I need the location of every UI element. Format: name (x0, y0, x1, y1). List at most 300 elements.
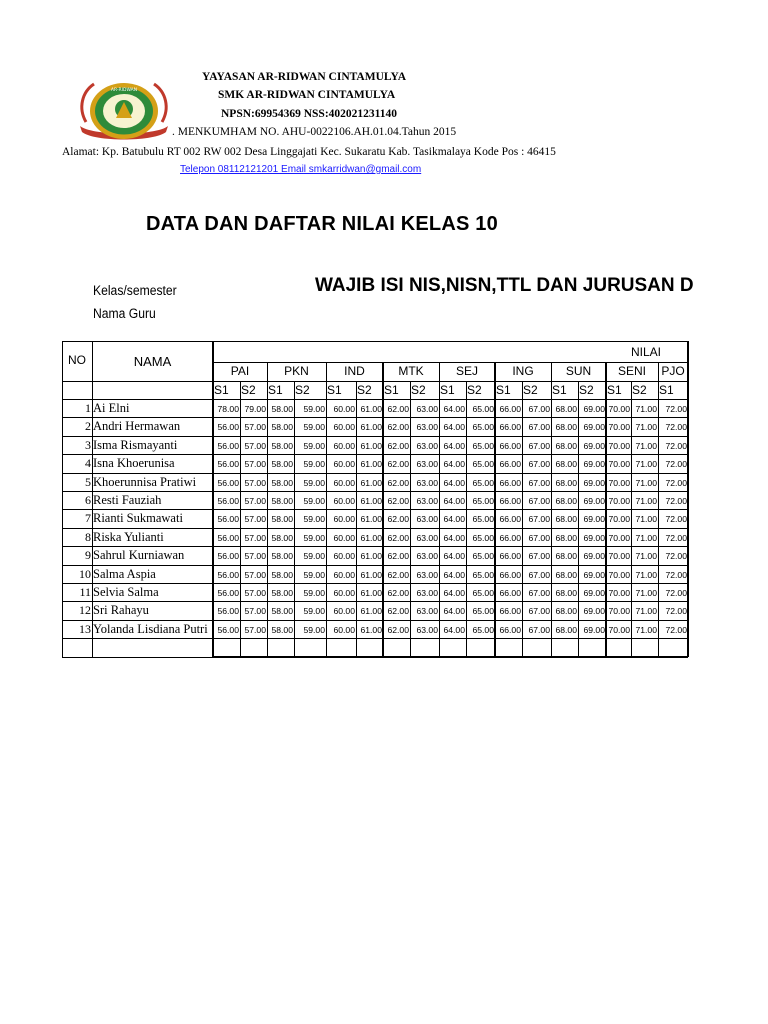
grade-cell: 57.00 (244, 551, 266, 562)
grade-cell: 57.00 (244, 440, 266, 451)
grade-cell: 61.00 (360, 588, 382, 598)
grade-cell: 70.00 (608, 551, 630, 562)
grade-cell: 67.00 (528, 606, 550, 617)
student-name: Salma Aspia (93, 566, 156, 581)
grade-cell: 69.00 (583, 551, 605, 562)
grade-cell: 59.00 (303, 422, 325, 433)
student-name: Yolanda Lisdiana Putri (93, 621, 208, 636)
row-number: 4 (85, 456, 91, 471)
student-name: Resti Fauziah (93, 493, 162, 507)
row-number: 3 (85, 437, 91, 452)
grade-cell: 69.00 (583, 588, 605, 598)
grade-cell: 67.00 (528, 404, 550, 414)
grade-cell: 67.00 (528, 551, 550, 562)
grade-cell: 62.00 (387, 422, 409, 433)
table-bottom-border (213, 656, 688, 658)
grade-cell: 62.00 (387, 496, 409, 506)
grade-cell: 71.00 (635, 440, 657, 451)
name-column-header: NAMA (133, 354, 172, 369)
grade-cell: 58.00 (271, 459, 293, 470)
grade-cell: 56.00 (217, 422, 239, 433)
grade-cell: 57.00 (244, 459, 266, 470)
semester-header: S1 (384, 383, 399, 397)
grade-cell: 57.00 (244, 588, 266, 598)
subject-header: SENI (617, 364, 646, 378)
grade-cell: 70.00 (608, 514, 630, 525)
grade-cell: 56.00 (217, 477, 239, 488)
grade-cell: 59.00 (303, 569, 325, 580)
column-line (326, 362, 327, 657)
grade-cell: 64.00 (443, 551, 465, 562)
grade-cell: 71.00 (635, 624, 657, 635)
grade-cell: 57.00 (244, 606, 266, 617)
semester-header: S1 (214, 383, 229, 397)
row-number: 12 (79, 603, 91, 618)
grade-cell: 61.00 (360, 440, 382, 451)
grade-cell: 65.00 (472, 496, 494, 506)
grade-cell: 67.00 (528, 496, 550, 506)
grade-cell: 78.00 (217, 404, 239, 414)
column-line (267, 362, 268, 657)
grade-cell: 59.00 (303, 551, 325, 562)
grade-cell: 69.00 (583, 422, 605, 433)
grade-cell: 65.00 (472, 588, 494, 598)
row-line (62, 601, 688, 602)
grade-cell: 58.00 (271, 588, 293, 598)
column-line (522, 381, 523, 657)
semester-header: S2 (523, 383, 538, 397)
column-line (212, 341, 214, 657)
grade-cell: 61.00 (360, 551, 382, 562)
table-top-border (62, 341, 213, 342)
grade-cell: 56.00 (217, 588, 239, 598)
semester-header: S1 (440, 383, 455, 397)
subject-header: PJO (661, 364, 685, 378)
row-number: 11 (79, 585, 91, 599)
grade-cell: 67.00 (528, 440, 550, 451)
notice-text: WAJIB ISI NIS,NISN,TTL DAN JURUSAN D (315, 275, 694, 296)
student-name: Khoerunnisa Pratiwi (93, 474, 197, 489)
grade-cell: 56.00 (217, 569, 239, 580)
grade-cell: 59.00 (303, 459, 325, 470)
grade-cell: 62.00 (387, 477, 409, 488)
column-line (466, 381, 467, 657)
grade-cell: 71.00 (635, 496, 657, 506)
table-top-border (213, 341, 688, 342)
grade-cell: 63.00 (416, 404, 438, 414)
address-line: Alamat: Kp. Batubulu RT 002 RW 002 Desa Linggajati Kec. Sukaratu Kab. Tasikmalaya Kode Pos : 46415 (62, 146, 556, 158)
row-number: 2 (85, 419, 91, 434)
grade-cell: 66.00 (499, 514, 521, 525)
grade-cell: 79.00 (244, 404, 266, 414)
grade-cell: 61.00 (360, 569, 382, 580)
grade-cell: 66.00 (499, 551, 521, 562)
grade-cell: 66.00 (499, 496, 521, 506)
grade-cell: 64.00 (443, 477, 465, 488)
row-number: 13 (79, 621, 91, 636)
grade-cell: 60.00 (333, 624, 355, 635)
no-column-header: NO (68, 353, 86, 367)
grade-cell: 72.00 (665, 606, 687, 617)
grade-cell: 66.00 (499, 404, 521, 414)
grade-cell: 66.00 (499, 569, 521, 580)
grade-cell: 57.00 (244, 477, 266, 488)
grade-cell: 61.00 (360, 404, 382, 414)
grade-cell: 62.00 (387, 404, 409, 414)
grade-cell: 71.00 (635, 551, 657, 562)
semester-header: S2 (579, 383, 594, 397)
grade-cell: 72.00 (665, 514, 687, 525)
row-line (62, 638, 688, 639)
grade-cell: 71.00 (635, 477, 657, 488)
grade-cell: 63.00 (416, 477, 438, 488)
grade-cell: 66.00 (499, 422, 521, 433)
row-line (62, 546, 688, 547)
student-name: Ai Elni (93, 401, 130, 415)
grade-cell: 68.00 (555, 422, 577, 433)
column-line (578, 381, 579, 657)
subject-header: PAI (230, 364, 250, 378)
grade-cell: 60.00 (333, 459, 355, 470)
contact-link[interactable]: Telepon 08112121201 Email smkarridwan@gmail.com (180, 164, 422, 175)
column-line (494, 362, 496, 657)
grade-cell: 56.00 (217, 496, 239, 506)
grade-cell: 67.00 (528, 459, 550, 470)
semester-header: S1 (268, 383, 283, 397)
grade-cell: 58.00 (271, 440, 293, 451)
grade-cell: 68.00 (555, 440, 577, 451)
grade-cell: 66.00 (499, 624, 521, 635)
grade-cell: 70.00 (608, 422, 630, 433)
grade-cell: 66.00 (499, 588, 521, 598)
table-right-border (687, 341, 689, 657)
grade-cell: 58.00 (271, 532, 293, 543)
header-line (62, 381, 213, 382)
row-line (62, 583, 688, 584)
grade-cell: 61.00 (360, 532, 382, 543)
grade-cell: 63.00 (416, 569, 438, 580)
grade-cell: 63.00 (416, 422, 438, 433)
grade-cell: 69.00 (583, 569, 605, 580)
grade-cell: 72.00 (665, 532, 687, 543)
grade-cell: 57.00 (244, 624, 266, 635)
column-line (294, 381, 295, 657)
grade-cell: 62.00 (387, 440, 409, 451)
row-line (62, 473, 688, 474)
grade-cell: 58.00 (271, 496, 293, 506)
column-line (631, 381, 632, 657)
grade-cell: 60.00 (333, 532, 355, 543)
column-line (240, 381, 241, 657)
semester-header: S1 (552, 383, 567, 397)
row-line (62, 528, 688, 529)
grade-cell: 66.00 (499, 532, 521, 543)
sk-line: . MENKUMHAM NO. AHU-0022106.AH.01.04.Tahun 2015 (172, 126, 457, 138)
grade-cell: 62.00 (387, 569, 409, 580)
grade-cell: 72.00 (665, 440, 687, 451)
grade-cell: 69.00 (583, 440, 605, 451)
grade-cell: 65.00 (472, 404, 494, 414)
grade-cell: 62.00 (387, 606, 409, 617)
subject-header: ING (512, 364, 534, 378)
grade-cell: 61.00 (360, 459, 382, 470)
grade-cell: 71.00 (635, 588, 657, 598)
grade-cell: 64.00 (443, 496, 465, 506)
grade-cell: 68.00 (555, 514, 577, 525)
grade-cell: 69.00 (583, 514, 605, 525)
grade-cell: 61.00 (360, 422, 382, 433)
subject-row-line (213, 362, 688, 363)
grade-cell: 69.00 (583, 606, 605, 617)
grade-cell: 59.00 (303, 477, 325, 488)
row-number: 7 (85, 511, 91, 526)
grade-cell: 58.00 (271, 624, 293, 635)
grade-cell: 69.00 (583, 404, 605, 414)
grade-cell: 65.00 (472, 514, 494, 525)
semester-header: S1 (496, 383, 511, 397)
grade-cell: 67.00 (528, 532, 550, 543)
grade-cell: 70.00 (608, 440, 630, 451)
grade-cell: 65.00 (472, 477, 494, 488)
grade-cell: 72.00 (665, 422, 687, 433)
grade-cell: 67.00 (528, 514, 550, 525)
grade-cell: 63.00 (416, 588, 438, 598)
grade-cell: 70.00 (608, 459, 630, 470)
row-line (62, 509, 688, 510)
grade-cell: 63.00 (416, 532, 438, 543)
grade-cell: 63.00 (416, 496, 438, 506)
grade-cell: 60.00 (333, 514, 355, 525)
subject-header: PKN (284, 364, 309, 378)
row-line (62, 565, 688, 566)
grade-cell: 58.00 (271, 404, 293, 414)
grade-cell: 60.00 (333, 496, 355, 506)
semester-header: S1 (607, 383, 622, 397)
grade-cell: 70.00 (608, 588, 630, 598)
grade-cell: 71.00 (635, 606, 657, 617)
grade-cell: 62.00 (387, 588, 409, 598)
semester-header: S2 (632, 383, 647, 397)
grade-cell: 60.00 (333, 551, 355, 562)
grade-cell: 68.00 (555, 551, 577, 562)
grade-cell: 72.00 (665, 624, 687, 635)
npsn-line: NPSN:69954369 NSS:402021231140 (221, 108, 398, 120)
grade-cell: 69.00 (583, 624, 605, 635)
grade-cell: 65.00 (472, 569, 494, 580)
grade-cell: 65.00 (472, 624, 494, 635)
grade-cell: 58.00 (271, 606, 293, 617)
semester-header: S1 (659, 383, 674, 397)
grade-cell: 62.00 (387, 624, 409, 635)
grade-cell: 59.00 (303, 606, 325, 617)
grade-cell: 64.00 (443, 606, 465, 617)
grade-cell: 66.00 (499, 459, 521, 470)
grade-cell: 62.00 (387, 459, 409, 470)
grade-cell: 71.00 (635, 514, 657, 525)
grade-cell: 56.00 (217, 606, 239, 617)
subject-header: MTK (398, 364, 424, 378)
grade-cell: 65.00 (472, 422, 494, 433)
grade-cell: 64.00 (443, 459, 465, 470)
grade-cell: 68.00 (555, 606, 577, 617)
grade-cell: 58.00 (271, 514, 293, 525)
grade-cell: 72.00 (665, 477, 687, 488)
svg-text:AR-RIDWAN: AR-RIDWAN (110, 88, 138, 93)
nilai-header: NILAI (631, 345, 662, 359)
grade-cell: 69.00 (583, 496, 605, 506)
row-line (62, 417, 688, 418)
student-name: Andri Hermawan (93, 419, 181, 434)
grade-cell: 57.00 (244, 532, 266, 543)
grade-cell: 68.00 (555, 496, 577, 506)
grade-cell: 59.00 (303, 440, 325, 451)
subject-header: SUN (565, 364, 592, 378)
row-number: 1 (85, 401, 91, 415)
grade-cell: 58.00 (271, 422, 293, 433)
grade-cell: 60.00 (333, 440, 355, 451)
grade-cell: 67.00 (528, 477, 550, 488)
grade-cell: 61.00 (360, 477, 382, 488)
subject-header: SEJ (455, 364, 478, 378)
grade-cell: 65.00 (472, 440, 494, 451)
row-number: 6 (85, 493, 91, 507)
grade-cell: 60.00 (333, 477, 355, 488)
row-number: 10 (79, 566, 91, 581)
student-name: Selvia Salma (93, 585, 159, 599)
column-line (605, 362, 607, 657)
grade-cell: 56.00 (217, 624, 239, 635)
semester-header: S2 (295, 383, 310, 397)
grade-cell: 65.00 (472, 532, 494, 543)
grade-cell: 66.00 (499, 440, 521, 451)
guru-label: Nama Guru (93, 306, 156, 321)
grade-cell: 59.00 (303, 588, 325, 598)
grade-cell: 58.00 (271, 569, 293, 580)
row-number: 8 (85, 529, 91, 544)
grade-cell: 72.00 (665, 496, 687, 506)
grade-cell: 68.00 (555, 569, 577, 580)
grade-cell: 64.00 (443, 422, 465, 433)
grade-cell: 70.00 (608, 404, 630, 414)
grade-cell: 71.00 (635, 404, 657, 414)
grade-cell: 62.00 (387, 532, 409, 543)
grade-cell: 68.00 (555, 532, 577, 543)
grade-cell: 72.00 (665, 459, 687, 470)
yayasan-name: YAYASAN AR-RIDWAN CINTAMULYA (202, 71, 407, 83)
grade-cell: 56.00 (217, 459, 239, 470)
grade-cell: 60.00 (333, 606, 355, 617)
student-name: Isna Khoerunisa (93, 456, 175, 471)
grade-cell: 69.00 (583, 459, 605, 470)
grade-cell: 70.00 (608, 532, 630, 543)
grade-cell: 68.00 (555, 459, 577, 470)
grade-cell: 56.00 (217, 532, 239, 543)
grade-cell: 63.00 (416, 459, 438, 470)
semester-header: S1 (327, 383, 342, 397)
grade-cell: 69.00 (583, 477, 605, 488)
grade-cell: 64.00 (443, 588, 465, 598)
grade-cell: 66.00 (499, 477, 521, 488)
grade-cell: 67.00 (528, 569, 550, 580)
grade-cell: 60.00 (333, 588, 355, 598)
grade-cell: 68.00 (555, 588, 577, 598)
semester-header: S2 (411, 383, 426, 397)
grade-cell: 72.00 (665, 569, 687, 580)
column-line (92, 341, 93, 657)
grade-cell: 57.00 (244, 422, 266, 433)
grade-cell: 68.00 (555, 624, 577, 635)
grade-cell: 65.00 (472, 459, 494, 470)
grade-cell: 70.00 (608, 496, 630, 506)
grade-cell: 60.00 (333, 404, 355, 414)
grade-cell: 67.00 (528, 624, 550, 635)
column-line (551, 362, 552, 657)
grade-cell: 68.00 (555, 477, 577, 488)
row-line (62, 454, 688, 455)
column-line (62, 341, 63, 657)
grade-cell: 58.00 (271, 551, 293, 562)
grade-cell: 63.00 (416, 440, 438, 451)
grade-cell: 57.00 (244, 514, 266, 525)
student-name: Sahrul Kurniawan (93, 548, 185, 563)
row-line (62, 491, 688, 492)
grade-cell: 61.00 (360, 514, 382, 525)
grade-cell: 71.00 (635, 532, 657, 543)
grade-cell: 60.00 (333, 569, 355, 580)
grade-cell: 65.00 (472, 606, 494, 617)
grade-cell: 71.00 (635, 569, 657, 580)
school-name: SMK AR-RIDWAN CINTAMULYA (218, 89, 396, 101)
row-line (62, 620, 688, 621)
semester-header: S2 (241, 383, 256, 397)
grade-cell: 57.00 (244, 496, 266, 506)
semester-row-line (213, 381, 688, 382)
grade-cell: 64.00 (443, 440, 465, 451)
grade-cell: 65.00 (472, 551, 494, 562)
grade-cell: 63.00 (416, 551, 438, 562)
grade-cell: 71.00 (635, 422, 657, 433)
grade-cell: 70.00 (608, 624, 630, 635)
grade-cell: 64.00 (443, 624, 465, 635)
kelas-label: Kelas/semester (93, 283, 177, 298)
grade-cell: 56.00 (217, 440, 239, 451)
grade-cell: 69.00 (583, 532, 605, 543)
grade-cell: 59.00 (303, 624, 325, 635)
semester-header: S2 (467, 383, 482, 397)
subject-header: IND (344, 364, 365, 378)
column-line (658, 362, 659, 657)
grade-cell: 64.00 (443, 514, 465, 525)
grade-cell: 66.00 (499, 606, 521, 617)
student-name: Sri Rahayu (93, 603, 149, 618)
grade-cell: 72.00 (665, 588, 687, 598)
column-line (439, 362, 440, 657)
grade-cell: 61.00 (360, 496, 382, 506)
grade-cell: 67.00 (528, 422, 550, 433)
grade-cell: 62.00 (387, 514, 409, 525)
grade-cell: 72.00 (665, 551, 687, 562)
grade-cell: 63.00 (416, 624, 438, 635)
grade-cell: 64.00 (443, 569, 465, 580)
grade-cell: 63.00 (416, 606, 438, 617)
grade-cell: 70.00 (608, 569, 630, 580)
grade-cell: 72.00 (665, 404, 687, 414)
grade-cell: 56.00 (217, 551, 239, 562)
grade-cell: 60.00 (333, 422, 355, 433)
column-line (382, 362, 384, 657)
row-number: 5 (85, 474, 91, 489)
grade-cell: 61.00 (360, 606, 382, 617)
